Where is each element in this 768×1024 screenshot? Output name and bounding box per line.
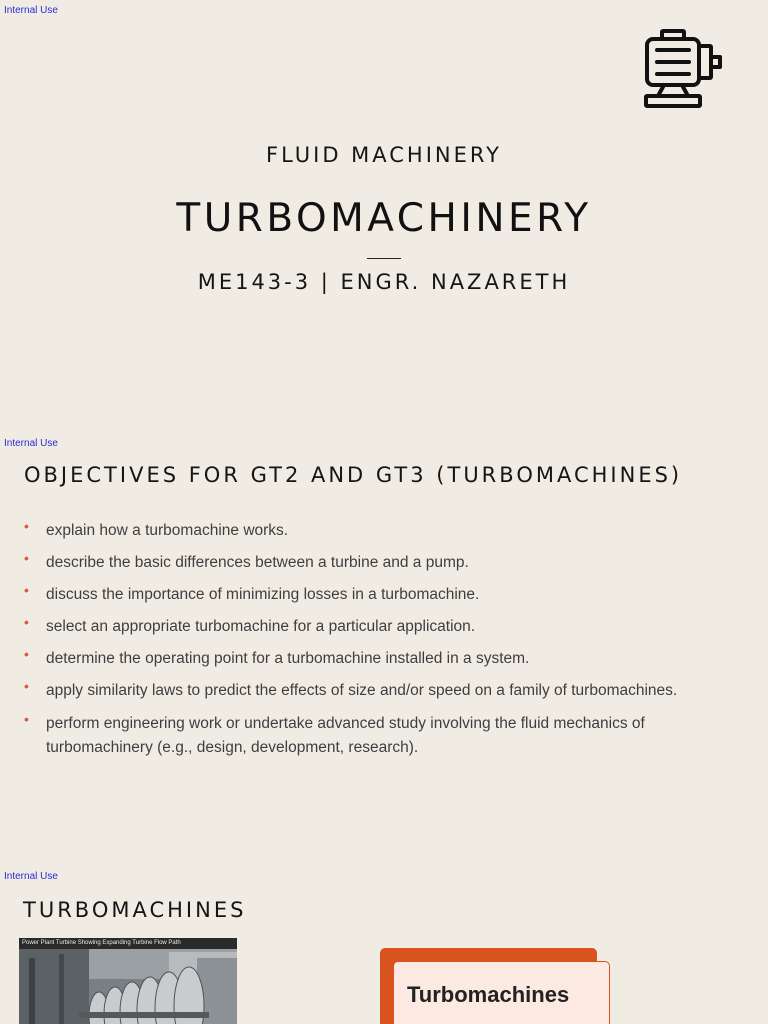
list-item-text: discuss the importance of minimizing losses in a turbomachine.	[46, 586, 480, 604]
list-item	[24, 712, 714, 761]
list-item	[24, 583, 714, 608]
bullet-icon: •	[24, 646, 29, 663]
objectives-list	[24, 519, 714, 768]
bullet-icon: •	[24, 614, 29, 631]
bullet-icon: •	[24, 518, 29, 534]
title-slide	[0, 0, 768, 433]
bullet-icon: •	[24, 710, 29, 727]
objectives-heading: OBJECTIVES FOR GT2 AND GT3 (TURBOMACHINES)	[24, 463, 683, 487]
photo-caption: Power Plant Turbine Showing Expanding Turbine Flow Path	[19, 938, 237, 949]
list-item	[24, 519, 714, 544]
list-item	[24, 615, 714, 640]
list-item-text: explain how a turbomachine works.	[46, 522, 289, 539]
list-item-text: select an appropriate turbomachine for a particular application.	[46, 618, 476, 636]
bullet-icon: •	[24, 582, 29, 599]
turbine-photo	[19, 938, 237, 1024]
list-item-text: determine the operating point for a turbomachine installed in a system.	[46, 650, 530, 668]
bullet-icon: •	[24, 678, 29, 695]
slide-title: TURBOMACHINERY	[176, 196, 592, 241]
turbine-image	[19, 938, 237, 1024]
internal-use-tag: Internal Use	[4, 871, 58, 882]
card-label: Turbomachines	[407, 982, 570, 1007]
turbomachines-heading: TURBOMACHINES	[23, 898, 247, 922]
electric-motor-icon	[640, 26, 726, 112]
list-item-text: apply similarity laws to predict the effects of size and/or speed on a family of turbomachines.	[46, 682, 678, 700]
list-item	[24, 551, 714, 576]
list-item-text: perform engineering work or undertake advanced study involving the fluid mechanics of turbomachinery (e.g., design, development, research).	[46, 714, 645, 757]
bullet-icon: •	[24, 550, 29, 567]
list-item	[24, 679, 714, 704]
internal-use-tag: Internal Use	[4, 438, 58, 449]
internal-use-tag: Internal Use	[4, 5, 58, 16]
list-item-text: describe the basic differences between a turbine and a pump.	[46, 554, 469, 572]
turbomachines-card	[393, 961, 610, 1024]
objectives-slide	[0, 433, 768, 866]
list-item	[24, 647, 714, 672]
slide-subtitle: FLUID MACHINERY	[266, 143, 502, 167]
title-divider	[367, 258, 401, 259]
course-info: ME143-3 | ENGR. NAZARETH	[197, 270, 571, 294]
turbomachines-slide	[0, 866, 768, 1024]
